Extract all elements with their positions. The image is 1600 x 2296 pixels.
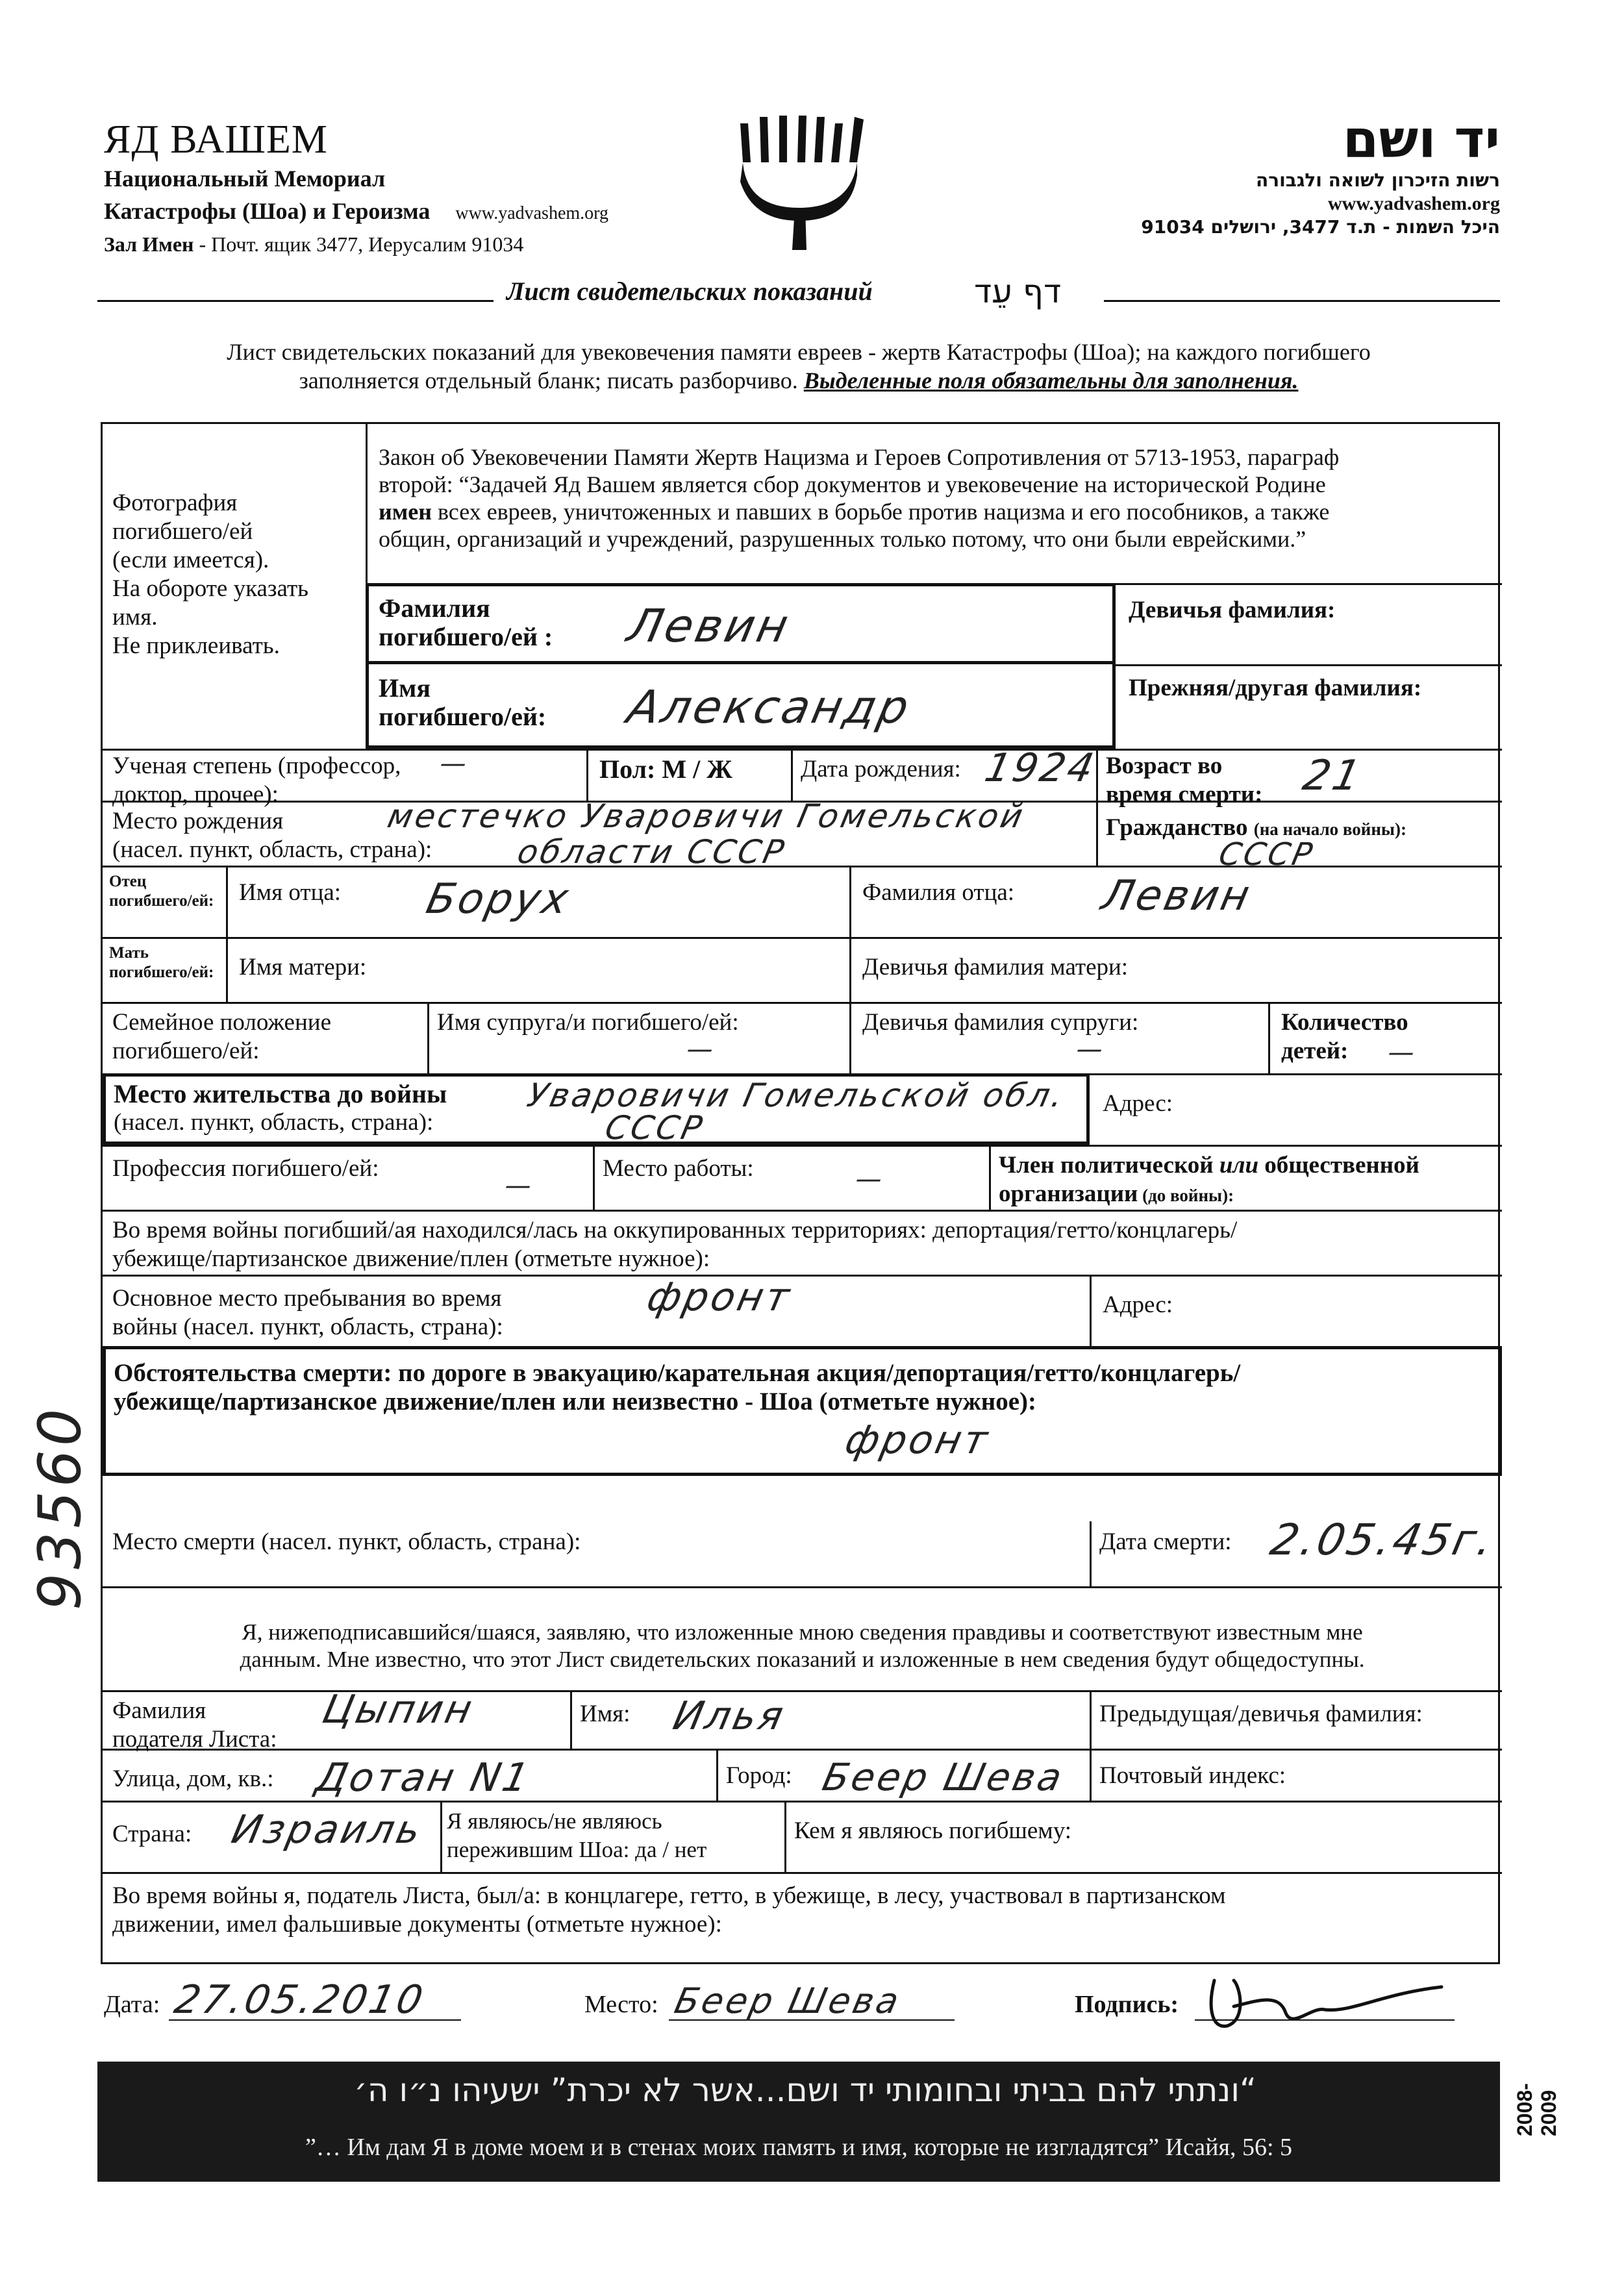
death-circumstances-field[interactable] <box>103 1346 1502 1476</box>
header-line1-he: רשות הזיכרון לשואה ולגבורה <box>1256 169 1500 191</box>
submitter-war-line-2: движении, имел фальшивые документы (отметьте нужное): <box>112 1911 722 1938</box>
city-label: Город: <box>726 1762 792 1789</box>
workplace-label: Место работы: <box>603 1155 754 1182</box>
death-date-label: Дата смерти: <box>1099 1529 1232 1555</box>
photo-box <box>103 424 366 749</box>
victim-surname-label-2: погибшего/ей : <box>379 622 553 651</box>
victim-former-label: Прежняя/другая фамилия: <box>1129 675 1422 701</box>
header-title-ru: ЯД ВАШЕМ <box>104 118 328 162</box>
residence-label-1: Место жительства до войны <box>114 1079 447 1108</box>
submitter-surname-label <box>112 1697 277 1754</box>
main-place-label <box>112 1284 503 1341</box>
victim-surname-field[interactable] <box>366 583 1116 664</box>
submitter-name-value: Илья <box>669 1693 790 1739</box>
degree-label-2: доктор, прочее): <box>112 781 279 808</box>
submitter-surname-label-1: Фамилия <box>112 1697 206 1724</box>
spouse-name-value: — <box>684 1034 719 1064</box>
country-value: Израиль <box>227 1807 427 1853</box>
organization-label-or: или <box>1219 1152 1259 1179</box>
age-value: 21 <box>1299 752 1368 800</box>
header-right <box>1104 110 1500 239</box>
profession-value: — <box>502 1171 537 1201</box>
birthplace-value-2: области СССР <box>514 833 790 871</box>
organization-label-note: (до войны): <box>1138 1186 1234 1205</box>
birthplace-value-1: местечко Уваровичи Гомельской <box>384 797 1029 835</box>
death-circ-label-bold: Обстоятельства смерти: <box>114 1359 392 1387</box>
father-surname-label: Фамилия отца: <box>862 879 1015 906</box>
main-place-label-1: Основное место пребывания во время <box>112 1285 502 1312</box>
submitter-war-label <box>112 1882 1226 1939</box>
death-circ-line-2: убежище/партизанское движение/плен или неизвестно - Шоа (отметьте нужное): <box>114 1388 1037 1416</box>
submitter-surname-label-2: подателя Листа: <box>112 1726 277 1753</box>
degree-label-1: Ученая степень (профессор, <box>112 753 401 779</box>
mother-side-label: Мать погибшего/ей: <box>109 944 214 981</box>
survivor-field[interactable] <box>447 1807 706 1864</box>
yad-vashem-logo-icon <box>727 110 877 253</box>
form-title-ru: Лист свидетельских показаний <box>506 277 873 306</box>
survivor-label-2: пережившим Шоа: да / нет <box>447 1837 707 1862</box>
sign-date-value: 27.05.2010 <box>170 1977 429 2023</box>
residence-value-1: Уваровичи Гомельской обл. <box>523 1077 1069 1114</box>
header-title-he: יד ושם <box>1342 109 1500 169</box>
main-place-label-2: войны (насел. пункт, область, страна): <box>112 1314 503 1340</box>
victim-name-field[interactable] <box>366 661 1116 749</box>
photo-text-2: погибшего/ей <box>112 518 253 545</box>
intro-line1: Лист свидетельских показаний для увековечения памяти евреев - жертв Катастрофы (Шоа); на каждого погибшего <box>227 339 1371 365</box>
death-date-value: 2.05.45г. <box>1266 1515 1500 1565</box>
children-label-1: Количество <box>1281 1009 1408 1036</box>
header-left <box>104 117 608 258</box>
law-text <box>379 443 1495 553</box>
citizenship-note: (на начало войны): <box>1253 819 1406 839</box>
children-value: — <box>1385 1038 1420 1067</box>
title-rule-left <box>97 300 494 302</box>
death-circ-value: фронт <box>841 1417 994 1463</box>
war-situation-line-2: убежище/партизанское движение/плен (отметьте нужное): <box>112 1245 710 1272</box>
law-line-3-bold: имен <box>379 499 432 525</box>
victim-name-label-2: погибшего/ей: <box>379 702 547 731</box>
header-website-right[interactable]: www.yadvashem.org <box>1327 193 1500 214</box>
header-line3-he: היכל השמות - ת.ד 3477, ירושלים 91034 <box>1141 216 1500 238</box>
organization-label <box>999 1151 1419 1208</box>
intro-mandatory: Выделенные поля обязательны для заполнения. <box>803 368 1299 393</box>
photo-text-6: Не приклеивать. <box>112 632 280 659</box>
citizenship-value: СССР <box>1216 836 1318 873</box>
city-value: Беер Шева <box>818 1755 1069 1799</box>
profession-label: Профессия погибшего/ей: <box>112 1155 379 1182</box>
spouse-name-label: Имя супруга/и погибшего/ей: <box>437 1009 739 1036</box>
header-line1-ru: Национальный Мемориал <box>104 166 386 192</box>
sign-place-label: Место: <box>584 1991 658 2018</box>
organization-label-1c: общественной <box>1258 1152 1419 1179</box>
side-archive-number: 93560 <box>26 1404 94 1610</box>
law-line-4: общин, организаций и учреждений, разрушенных только потому, что они были еврейскими.” <box>379 526 1306 552</box>
mother-name-label: Имя матери: <box>239 954 367 980</box>
death-circ-line-1: по дороге в эвакуацию/карательная акция/депортация/гетто/концлагерь/ <box>392 1359 1241 1387</box>
main-place-address-label: Адрес: <box>1103 1292 1173 1318</box>
marital-status-label <box>112 1008 331 1066</box>
children-label-2: детей: <box>1281 1038 1349 1064</box>
title-rule-right <box>1104 300 1500 302</box>
side-year: 2008-2009 <box>1513 2083 1560 2136</box>
submitter-name-label: Имя: <box>580 1701 631 1727</box>
law-line-1: Закон об Увековечении Памяти Жертв Нацизма и Героев Сопротивления от 5713-1953, параграф <box>379 444 1340 470</box>
street-value: Дотан N1 <box>312 1755 536 1801</box>
victim-name-value: Александр <box>623 680 916 734</box>
birth-date-label: Дата рождения: <box>801 756 961 782</box>
victim-surname-label-1: Фамилия <box>379 593 490 623</box>
header-website-left[interactable]: www.yadvashem.org <box>455 203 608 223</box>
photo-text-3: (если имеется). <box>112 547 269 573</box>
sign-place-value: Беер Шева <box>671 1980 905 2021</box>
footer-quote-he: “ונתתי להם בביתי ובחומותי יד ושם...אשר לא יכרת” ישעיהו נ״ו ה׳ <box>354 2071 1256 2109</box>
submitter-surname-value: Цыпин <box>318 1687 479 1732</box>
footer-banner <box>97 2062 1500 2182</box>
father-name-label: Имя отца: <box>239 879 342 906</box>
spouse-maiden-value: — <box>1073 1034 1108 1064</box>
declaration-text <box>103 1619 1502 1673</box>
country-label: Страна: <box>112 1821 192 1847</box>
degree-value: — <box>437 749 472 779</box>
citizenship-label-main: Гражданство <box>1106 814 1248 841</box>
workplace-value: — <box>853 1164 888 1194</box>
sign-signature-label: Подпись: <box>1075 1991 1179 2018</box>
marital-status-label-1: Семейное положение <box>112 1009 331 1036</box>
war-situation-label <box>112 1216 1237 1273</box>
war-situation-line-1: Во время войны погибший/ая находился/лась на оккупированных территориях: депортация/гетто/концлагерь/ <box>112 1217 1238 1243</box>
father-name-value: Борух <box>422 875 575 923</box>
intro-text <box>97 338 1500 395</box>
residence-value-2: СССР <box>601 1109 708 1147</box>
sign-date-label: Дата: <box>104 1991 160 2018</box>
marital-status-label-2: погибшего/ей: <box>112 1038 260 1064</box>
death-place-label: Место смерти (насел. пункт, область, страна): <box>112 1529 581 1555</box>
survivor-label-1: Я являюсь/не являюсь <box>447 1808 662 1834</box>
footer-quote-ru: ”… Им дам Я в доме моем и в стенах моих память и имя, которые не изгладятся” Исайя, 56: 5 <box>305 2134 1293 2161</box>
law-line-2: второй: “Задачей Яд Вашем является сбор документов и увековечение на исторической Родине <box>379 471 1326 497</box>
residence-address-label: Адрес: <box>1103 1090 1173 1117</box>
sex-field[interactable]: Пол: М / Ж <box>599 755 732 784</box>
age-label-2: время смерти: <box>1106 781 1263 808</box>
photo-text-1: Фотография <box>112 490 238 516</box>
header-line3-ru-bold: Зал Имен <box>104 232 194 256</box>
birth-date-value: 1924 <box>981 745 1101 791</box>
victim-maiden-label: Девичья фамилия: <box>1129 597 1336 623</box>
birthplace-label-1: Место рождения <box>112 808 284 834</box>
declaration-line-1: Я, нижеподписавшийся/шаяся, заявляю, что изложенные мною сведения правдивы и соответствуют известным мне <box>242 1619 1363 1645</box>
submitter-prev-label: Предыдущая/девичья фамилия: <box>1099 1701 1423 1727</box>
photo-text-5: имя. <box>112 604 158 630</box>
submitter-war-line-1: Во время войны я, податель Листа, был/а: в концлагере, гетто, в убежище, в лесу, участвовал в партизанском <box>112 1882 1226 1909</box>
victim-surname-value: Левин <box>623 599 795 653</box>
spouse-maiden-label: Девичья фамилия супруги: <box>862 1009 1139 1036</box>
signature-icon <box>1201 1967 1448 2039</box>
header-line3-ru: - Почт. ящик 3477, Иерусалим 91034 <box>194 232 524 256</box>
age-label-1: Возраст во <box>1106 753 1223 779</box>
header-line2-ru: Катастрофы (Шоа) и Героизма <box>104 198 431 224</box>
law-line-3: всех евреев, уничтоженных и павших в борьбе против нацизма и его пособников, а также <box>431 499 1330 525</box>
father-side-label: Отец погибшего/ей: <box>109 873 214 910</box>
organization-label-2: организации <box>999 1180 1138 1207</box>
father-surname-value: Левин <box>1097 872 1256 920</box>
street-label: Улица, дом, кв.: <box>112 1766 274 1792</box>
main-place-value: фронт <box>643 1275 796 1320</box>
residence-field[interactable] <box>103 1073 1090 1145</box>
form-title-he: דף עֵד <box>974 273 1062 310</box>
organization-label-1: Член политической <box>999 1152 1219 1179</box>
intro-line2: заполняется отдельный бланк; писать разборчиво. <box>299 368 804 393</box>
victim-name-label-1: Имя <box>379 673 431 703</box>
residence-label-2: (насел. пункт, область, страна): <box>114 1109 434 1136</box>
relation-label: Кем я являюсь погибшему: <box>794 1817 1072 1844</box>
birthplace-label <box>112 807 432 864</box>
form-grid <box>101 422 1500 1964</box>
birthplace-label-2: (насел. пункт, область, страна): <box>112 836 432 863</box>
photo-text-4: На обороте указать <box>112 575 309 602</box>
mother-maiden-label: Девичья фамилия матери: <box>862 954 1129 980</box>
declaration-line-2: данным. Мне известно, что этот Лист свидетельских показаний и изложенные в нем сведения будут общедоступны. <box>240 1647 1365 1672</box>
zip-label: Почтовый индекс: <box>1099 1762 1286 1789</box>
